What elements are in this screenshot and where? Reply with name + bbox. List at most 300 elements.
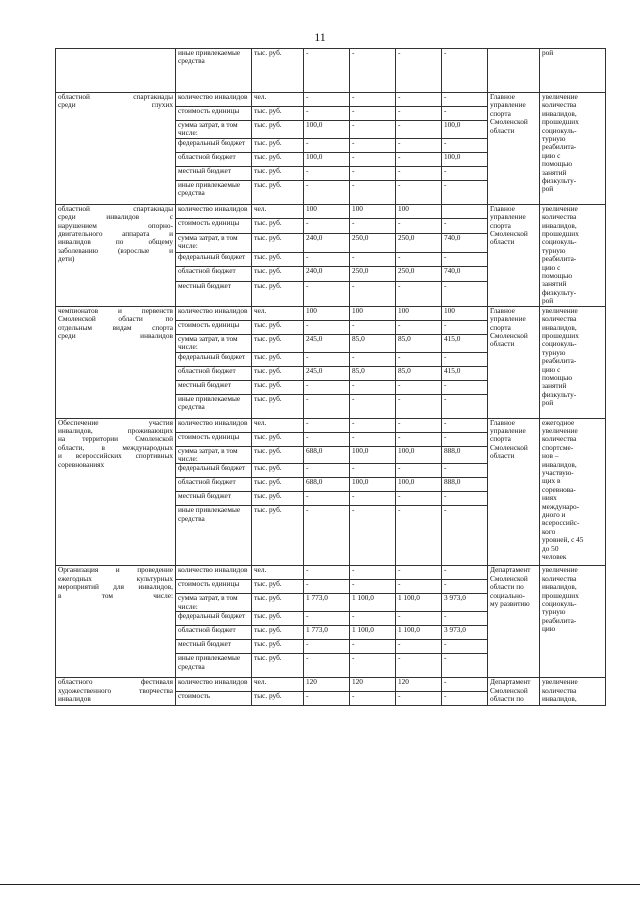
value-cell-3: - xyxy=(396,107,442,121)
value-cell-3: - xyxy=(396,492,442,506)
executor-cell xyxy=(488,49,540,93)
result-text-line: рой xyxy=(542,296,554,306)
result-text-line: количества xyxy=(542,100,577,110)
value-cell-3: - xyxy=(396,464,442,478)
result-text-line: нов – xyxy=(542,451,559,461)
result-text-line: междунаро- xyxy=(542,501,580,511)
value-cell-total: - xyxy=(442,492,488,506)
indicator-cell: количество инвалидов xyxy=(176,678,252,692)
value-cell-total: - xyxy=(442,49,488,93)
value-cell-1: - xyxy=(304,464,350,478)
executor-text-line: области по xyxy=(490,582,524,592)
result-text-line: помощью xyxy=(542,159,573,169)
value-cell-total: 100,0 xyxy=(442,121,488,139)
value-cell-3: - xyxy=(396,281,442,306)
result-text-line: реабилита- xyxy=(542,615,577,625)
indicator-cell: количество инвалидов xyxy=(176,306,252,320)
indicator-cell: стоимость xyxy=(176,692,252,706)
value-cell-3: - xyxy=(396,418,442,432)
value-cell-2: - xyxy=(350,219,396,234)
result-text-line: количества xyxy=(542,434,577,444)
value-cell-2: - xyxy=(350,654,396,678)
measure-text-line: и всероссийских спортивных xyxy=(58,451,173,461)
result-text-line: физкульту- xyxy=(542,287,577,297)
indicator-cell: количество инвалидов xyxy=(176,204,252,219)
unit-cell: тыс. руб. xyxy=(252,49,304,93)
result-text-line: турную xyxy=(542,607,566,617)
value-cell-3: - xyxy=(396,506,442,566)
value-cell-total: - xyxy=(442,281,488,306)
value-cell-3: 100,0 xyxy=(396,446,442,464)
value-cell-3: - xyxy=(396,654,442,678)
executor-text-line: Главное xyxy=(490,418,515,427)
unit-cell: тыс. руб. xyxy=(252,654,304,678)
executor-text-line: области xyxy=(490,237,515,247)
value-cell-2: 1 100,0 xyxy=(350,594,396,612)
value-cell-total: 100,0 xyxy=(442,152,488,166)
result-text-line: физкульту- xyxy=(542,176,577,186)
value-cell-2: - xyxy=(350,252,396,267)
value-cell-3: - xyxy=(396,219,442,234)
value-cell-1: - xyxy=(304,692,350,706)
executor-text-line: Департамент xyxy=(490,565,531,575)
indicator-cell: сумма затрат, в том числе: xyxy=(176,121,252,139)
indicator-cell: сумма затрат, в том числе: xyxy=(176,334,252,352)
value-cell-1: - xyxy=(304,492,350,506)
value-cell-1: - xyxy=(304,394,350,418)
value-cell-total: - xyxy=(442,380,488,394)
value-cell-total: - xyxy=(442,138,488,152)
executor-text-line: спорта xyxy=(490,322,511,332)
value-cell-2: 85,0 xyxy=(350,334,396,352)
result-text-line: турную xyxy=(542,347,566,357)
value-cell-3: - xyxy=(396,352,442,366)
executor-text-line: спорта xyxy=(490,434,511,444)
value-cell-2: - xyxy=(350,121,396,139)
result-text-line: инвалидов, xyxy=(542,108,577,118)
result-cell xyxy=(540,306,606,418)
value-cell-2: - xyxy=(350,152,396,166)
result-text-line: реабилита- xyxy=(542,142,577,152)
indicator-cell: иные привлекаемые средства xyxy=(176,180,252,204)
value-cell-2: - xyxy=(350,640,396,654)
unit-cell: тыс. руб. xyxy=(252,352,304,366)
result-text-line: занятий xyxy=(542,381,567,391)
measure-text-line: инвалидов xyxy=(58,693,91,703)
executor-cell xyxy=(488,93,540,205)
measure-cell xyxy=(56,93,176,205)
value-cell-total: - xyxy=(442,506,488,566)
unit-cell: тыс. руб. xyxy=(252,640,304,654)
value-cell-3: 100 xyxy=(396,204,442,219)
result-text-line: инвалидов, xyxy=(542,322,577,332)
value-cell-1: 240,0 xyxy=(304,233,350,252)
measure-text-line: областной спартакиады xyxy=(58,92,173,101)
result-text-line: человек xyxy=(542,552,567,561)
value-cell-3: 250,0 xyxy=(396,267,442,282)
value-cell-2: 100 xyxy=(350,306,396,320)
value-cell-total: - xyxy=(442,180,488,204)
indicator-cell: федеральный бюджет xyxy=(176,138,252,152)
value-cell-1: - xyxy=(304,380,350,394)
measure-text-line: чемпионатов и первенств xyxy=(58,306,173,315)
value-cell-3: - xyxy=(396,394,442,418)
result-text-line: прошедших xyxy=(542,330,579,340)
unit-cell: чел. xyxy=(252,566,304,580)
value-cell-total: - xyxy=(442,432,488,446)
value-cell-2: - xyxy=(350,180,396,204)
unit-cell: тыс. руб. xyxy=(252,394,304,418)
value-cell-1: - xyxy=(304,654,350,678)
program-activities-table xyxy=(55,48,606,706)
value-cell-total: - xyxy=(442,464,488,478)
value-cell-1: - xyxy=(304,640,350,654)
result-text-line: уровней, с 45 xyxy=(542,535,584,545)
measure-text-line: среди инвалидов xyxy=(58,330,173,340)
indicator-cell: федеральный бюджет xyxy=(176,464,252,478)
executor-text-line: Смоленской xyxy=(490,330,528,340)
result-text-line: дного и xyxy=(542,509,566,519)
value-cell-3: - xyxy=(396,432,442,446)
value-cell-1: - xyxy=(304,352,350,366)
executor-text-line: Смоленской xyxy=(490,117,528,127)
indicator-cell: федеральный бюджет xyxy=(176,612,252,626)
unit-cell: чел. xyxy=(252,306,304,320)
value-cell-3: - xyxy=(396,320,442,334)
value-cell-3: - xyxy=(396,166,442,180)
result-text-line: увеличение xyxy=(542,92,578,101)
value-cell-1: 100,0 xyxy=(304,152,350,166)
result-text-line: рой xyxy=(542,184,554,194)
value-cell-total: 740,0 xyxy=(442,233,488,252)
indicator-cell: количество инвалидов xyxy=(176,418,252,432)
table-row xyxy=(56,678,606,692)
executor-text-line: управление xyxy=(490,314,526,324)
result-text-line: помощью xyxy=(542,372,573,382)
value-cell-3: - xyxy=(396,152,442,166)
measure-text-line: заболеванию (взрослые и xyxy=(58,245,173,255)
executor-text-line: му развитию xyxy=(490,598,530,608)
unit-cell: тыс. руб. xyxy=(252,432,304,446)
indicator-cell: областной бюджет xyxy=(176,366,252,380)
value-cell-1: - xyxy=(304,506,350,566)
measure-text-line: областной спартакиады xyxy=(58,204,173,213)
indicator-cell: местный бюджет xyxy=(176,492,252,506)
indicator-cell: стоимость единицы xyxy=(176,107,252,121)
value-cell-3: - xyxy=(396,138,442,152)
value-cell-1: 688,0 xyxy=(304,478,350,492)
unit-cell: тыс. руб. xyxy=(252,166,304,180)
indicator-cell: стоимость единицы xyxy=(176,219,252,234)
executor-text-line: Главное xyxy=(490,204,515,213)
unit-cell: тыс. руб. xyxy=(252,464,304,478)
result-text-line: рой xyxy=(542,48,554,57)
result-cell xyxy=(540,418,606,566)
measure-cell xyxy=(56,49,176,93)
measure-text-line: среди глухих xyxy=(58,100,173,110)
value-cell-1: - xyxy=(304,566,350,580)
value-cell-3: - xyxy=(396,49,442,93)
result-text-line: цию xyxy=(542,624,556,634)
indicator-cell: стоимость единицы xyxy=(176,320,252,334)
result-text-line: прошедших xyxy=(542,229,579,239)
result-text-line: увеличение xyxy=(542,306,578,315)
result-text-line: ниях xyxy=(542,493,557,503)
result-text-line: инвалидов, xyxy=(542,220,577,230)
measure-text-line: дети) xyxy=(58,254,75,264)
value-cell-3: - xyxy=(396,612,442,626)
result-text-line: физкульту- xyxy=(542,389,577,399)
indicator-cell: иные привлекаемые средства xyxy=(176,49,252,93)
indicator-cell: стоимость единицы xyxy=(176,432,252,446)
executor-text-line: управление xyxy=(490,100,526,110)
value-cell-1: - xyxy=(304,320,350,334)
indicator-cell: местный бюджет xyxy=(176,166,252,180)
measure-text-line: инвалидов, проживающих xyxy=(58,425,173,435)
value-cell-2: - xyxy=(350,320,396,334)
value-cell-2: - xyxy=(350,93,396,107)
value-cell-2: - xyxy=(350,692,396,706)
measure-cell xyxy=(56,418,176,566)
value-cell-total: - xyxy=(442,654,488,678)
executor-text-line: Главное xyxy=(490,306,515,315)
executor-text-line: Департамент xyxy=(490,677,531,687)
unit-cell: тыс. руб. xyxy=(252,267,304,282)
value-cell-1: 245,0 xyxy=(304,334,350,352)
value-cell-2: 100 xyxy=(350,204,396,219)
result-text-line: социокуль- xyxy=(542,237,577,247)
result-cell xyxy=(540,204,606,306)
unit-cell: тыс. руб. xyxy=(252,180,304,204)
value-cell-total: 888,0 xyxy=(442,478,488,492)
result-text-line: инвалидов, xyxy=(542,582,577,592)
measure-cell xyxy=(56,678,176,706)
value-cell-2: - xyxy=(350,138,396,152)
executor-text-line: спорта xyxy=(490,220,511,230)
result-text-line: инвалидов, xyxy=(542,459,577,469)
unit-cell: тыс. руб. xyxy=(252,692,304,706)
indicator-cell: федеральный бюджет xyxy=(176,252,252,267)
measure-text-line: нарушением опорно- xyxy=(58,220,173,230)
value-cell-2: 1 100,0 xyxy=(350,626,396,640)
value-cell-1: 245,0 xyxy=(304,366,350,380)
value-cell-2: - xyxy=(350,506,396,566)
indicator-cell: сумма затрат, в том числе: xyxy=(176,233,252,252)
table-row xyxy=(56,418,606,432)
table-row xyxy=(56,204,606,219)
value-cell-total: - xyxy=(442,566,488,580)
value-cell-3: 85,0 xyxy=(396,366,442,380)
value-cell-1: - xyxy=(304,580,350,594)
unit-cell: тыс. руб. xyxy=(252,626,304,640)
executor-text-line: Смоленской xyxy=(490,573,528,583)
result-text-line: кого xyxy=(542,526,556,536)
value-cell-1: - xyxy=(304,166,350,180)
value-cell-2: - xyxy=(350,612,396,626)
value-cell-total xyxy=(442,204,488,219)
result-text-line: увеличение xyxy=(542,425,578,435)
unit-cell: чел. xyxy=(252,678,304,692)
result-text-line: всероссийс- xyxy=(542,518,580,528)
result-cell xyxy=(540,566,606,678)
result-text-line: инвалидов, xyxy=(542,693,577,703)
value-cell-total: - xyxy=(442,93,488,107)
value-cell-2: - xyxy=(350,492,396,506)
unit-cell: тыс. руб. xyxy=(252,492,304,506)
page-bottom-rule xyxy=(0,884,640,885)
executor-cell xyxy=(488,306,540,418)
measure-text-line: на территории Смоленской xyxy=(58,434,173,444)
result-text-line: турную xyxy=(542,134,566,144)
result-cell xyxy=(540,49,606,93)
unit-cell: тыс. руб. xyxy=(252,612,304,626)
unit-cell: тыс. руб. xyxy=(252,107,304,121)
value-cell-3: 1 100,0 xyxy=(396,626,442,640)
indicator-cell: сумма затрат, в том числе: xyxy=(176,446,252,464)
measure-text-line: ежегодных культурных xyxy=(58,573,173,583)
value-cell-total: 740,0 xyxy=(442,267,488,282)
result-text-line: соревнова- xyxy=(542,484,576,494)
value-cell-1: - xyxy=(304,93,350,107)
value-cell-2: - xyxy=(350,166,396,180)
value-cell-1: - xyxy=(304,138,350,152)
value-cell-1: 1 773,0 xyxy=(304,626,350,640)
value-cell-total: - xyxy=(442,107,488,121)
value-cell-3: 1 100,0 xyxy=(396,594,442,612)
value-cell-total: - xyxy=(442,219,488,234)
value-cell-1: - xyxy=(304,418,350,432)
value-cell-total: - xyxy=(442,692,488,706)
unit-cell: тыс. руб. xyxy=(252,366,304,380)
value-cell-1: - xyxy=(304,107,350,121)
value-cell-3: - xyxy=(396,692,442,706)
result-text-line: реабилита- xyxy=(542,254,577,264)
result-text-line: количества xyxy=(542,685,577,695)
measure-text-line: Смоленской области по xyxy=(58,314,173,324)
result-text-line: социокуль- xyxy=(542,339,577,349)
value-cell-1: - xyxy=(304,219,350,234)
result-text-line: количества xyxy=(542,314,577,324)
executor-text-line: области xyxy=(490,339,515,349)
value-cell-total: - xyxy=(442,678,488,692)
indicator-cell: областной бюджет xyxy=(176,267,252,282)
value-cell-2: - xyxy=(350,107,396,121)
result-text-line: занятий xyxy=(542,279,567,289)
unit-cell: тыс. руб. xyxy=(252,334,304,352)
value-cell-2: - xyxy=(350,281,396,306)
indicator-cell: иные привлекаемые средства xyxy=(176,394,252,418)
value-cell-2: - xyxy=(350,49,396,93)
result-text-line: увеличение xyxy=(542,565,578,575)
executor-text-line: спорта xyxy=(490,108,511,118)
measure-text-line: соревнованиях xyxy=(58,459,105,469)
measure-text-line: мероприятий для инвалидов, xyxy=(58,582,173,592)
result-text-line: спортсме- xyxy=(542,442,574,452)
value-cell-1: - xyxy=(304,180,350,204)
value-cell-2: - xyxy=(350,394,396,418)
result-text-line: помощью xyxy=(542,271,573,281)
value-cell-1: 120 xyxy=(304,678,350,692)
value-cell-total: - xyxy=(442,640,488,654)
result-text-line: количества xyxy=(542,212,577,222)
value-cell-total: - xyxy=(442,612,488,626)
unit-cell: чел. xyxy=(252,204,304,219)
measure-text-line: среди инвалидов с xyxy=(58,212,173,222)
executor-text-line: управление xyxy=(490,212,526,222)
unit-cell: тыс. руб. xyxy=(252,446,304,464)
indicator-cell: областной бюджет xyxy=(176,478,252,492)
value-cell-1: 100 xyxy=(304,204,350,219)
measure-text-line: областного фестиваля xyxy=(58,677,173,687)
result-text-line: количества xyxy=(542,573,577,583)
value-cell-1: 100,0 xyxy=(304,121,350,139)
value-cell-3: - xyxy=(396,566,442,580)
indicator-cell: сумма затрат, в том числе: xyxy=(176,594,252,612)
result-text-line: участвую- xyxy=(542,467,574,477)
result-text-line: рой xyxy=(542,398,554,408)
value-cell-3: - xyxy=(396,180,442,204)
table-row xyxy=(56,93,606,107)
result-text-line: цию с xyxy=(542,262,561,272)
measure-text-line: отдельным видам спорта xyxy=(58,322,173,332)
executor-text-line: социально- xyxy=(490,590,525,600)
measure-text-line: Обеспечение участия xyxy=(58,418,173,427)
value-cell-2: - xyxy=(350,580,396,594)
value-cell-total: 888,0 xyxy=(442,446,488,464)
value-cell-3: 250,0 xyxy=(396,233,442,252)
indicator-cell: стоимость единицы xyxy=(176,580,252,594)
result-text-line: социокуль- xyxy=(542,125,577,135)
value-cell-3: - xyxy=(396,380,442,394)
value-cell-3: 120 xyxy=(396,678,442,692)
measure-text-line: инвалидов по общему xyxy=(58,237,173,247)
value-cell-2: - xyxy=(350,432,396,446)
value-cell-2: 100,0 xyxy=(350,446,396,464)
measure-cell xyxy=(56,204,176,306)
measure-cell xyxy=(56,566,176,678)
result-cell xyxy=(540,93,606,205)
value-cell-total: 100 xyxy=(442,306,488,320)
executor-text-line: управление xyxy=(490,425,526,435)
value-cell-total: - xyxy=(442,580,488,594)
value-cell-1: 100 xyxy=(304,306,350,320)
value-cell-1: - xyxy=(304,612,350,626)
indicator-cell: количество инвалидов xyxy=(176,566,252,580)
unit-cell: тыс. руб. xyxy=(252,152,304,166)
value-cell-3: - xyxy=(396,121,442,139)
unit-cell: тыс. руб. xyxy=(252,252,304,267)
result-text-line: занятий xyxy=(542,167,567,177)
executor-text-line: Смоленской xyxy=(490,442,528,452)
result-text-line: цию с xyxy=(542,150,561,160)
value-cell-2: 250,0 xyxy=(350,233,396,252)
executor-cell xyxy=(488,204,540,306)
unit-cell: тыс. руб. xyxy=(252,138,304,152)
value-cell-1: 688,0 xyxy=(304,446,350,464)
page-number: 11 xyxy=(314,30,326,44)
indicator-cell: количество инвалидов xyxy=(176,93,252,107)
result-text-line: прошедших xyxy=(542,117,579,127)
value-cell-3: - xyxy=(396,93,442,107)
executor-cell xyxy=(488,678,540,706)
unit-cell: тыс. руб. xyxy=(252,594,304,612)
value-cell-3: 85,0 xyxy=(396,334,442,352)
unit-cell: тыс. руб. xyxy=(252,281,304,306)
value-cell-2: - xyxy=(350,352,396,366)
executor-text-line: области xyxy=(490,125,515,135)
table-row xyxy=(56,306,606,320)
result-text-line: щих в xyxy=(542,476,561,486)
